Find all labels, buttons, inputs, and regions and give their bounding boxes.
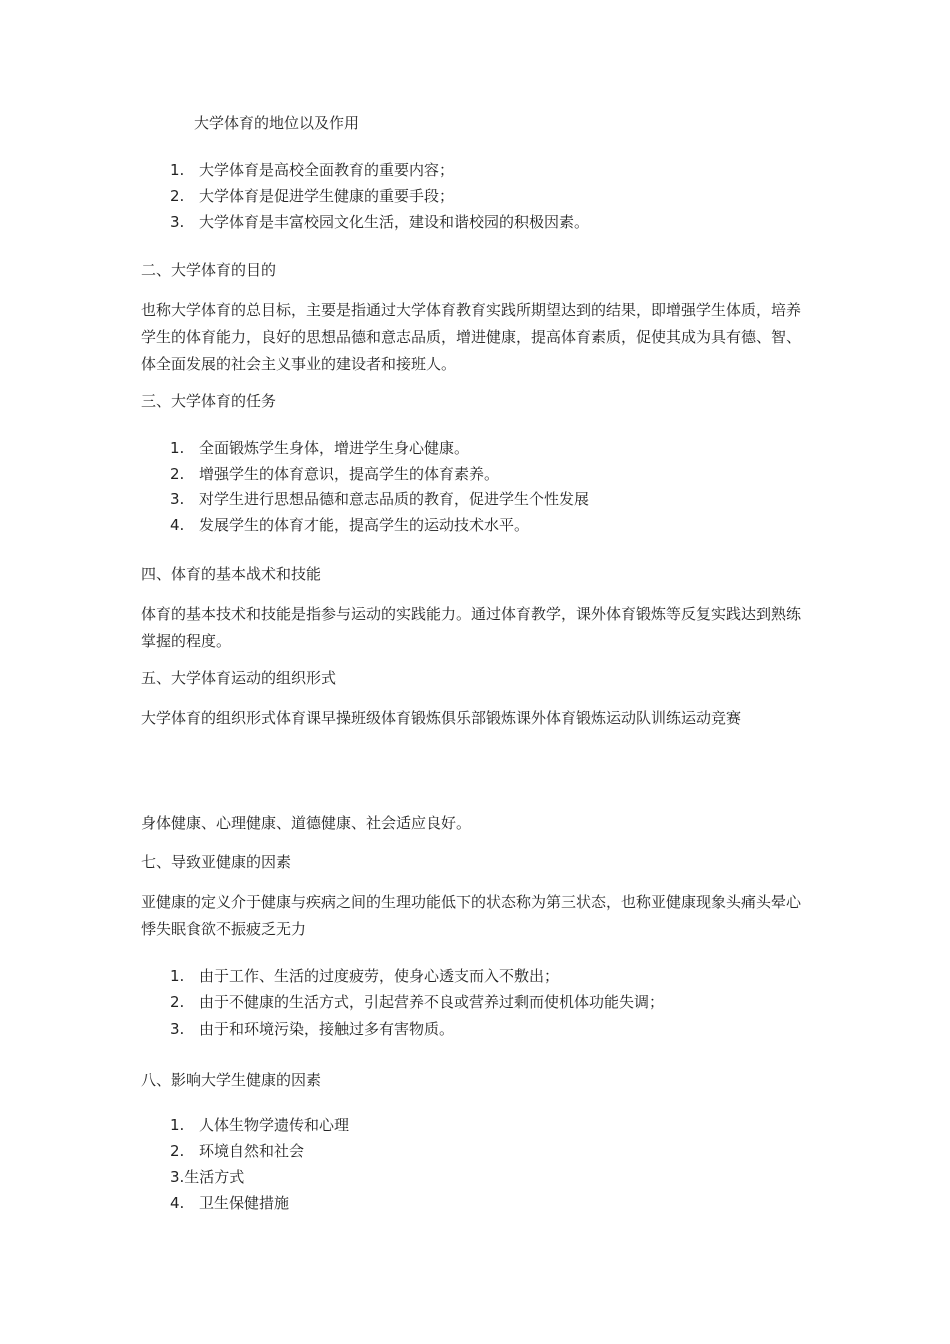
list-number: 4. xyxy=(170,1194,185,1212)
list-text: 由于不健康的生活方式，引起营养不良或营养过剩而使机体功能失调； xyxy=(199,993,665,1011)
section-heading: 七、导致亚健康的因素 xyxy=(141,853,292,871)
list-number: 3. xyxy=(170,1020,185,1038)
list-number: 1. xyxy=(170,161,185,179)
paragraph: 身体健康、心理健康、道德健康、社会适应良好。 xyxy=(141,814,472,832)
list-number: 4. xyxy=(170,516,185,534)
list-text: 人体生物学遗传和心理 xyxy=(199,1116,350,1134)
section-heading: 五、大学体育运动的组织形式 xyxy=(141,669,337,687)
section-heading: 二、大学体育的目的 xyxy=(141,261,277,279)
list-number: 1. xyxy=(170,439,185,457)
list-item xyxy=(170,989,664,1016)
list-number: 2. xyxy=(170,993,185,1011)
list-text: 对学生进行思想品德和意志品质的教育，促进学生个性发展 xyxy=(199,490,590,508)
list-text: 增强学生的体育意识，提高学生的体育素养。 xyxy=(199,465,500,483)
list-text: 发展学生的体育才能，提高学生的运动技术水平。 xyxy=(199,516,530,534)
list-number: 3. xyxy=(170,213,185,231)
list-text: 由于和环境污染，接触过多有害物质。 xyxy=(199,1020,455,1038)
document-title: 大学体育的地位以及作用 xyxy=(194,114,360,132)
list-item xyxy=(170,157,454,184)
list-item xyxy=(170,461,499,488)
paragraph: 亚健康的定义介于健康与疾病之间的生理功能低下的状态称为第三状态，也称亚健康现象头痛头晕心悸失眠食欲不振疲乏无力 xyxy=(141,893,802,938)
list-text: 卫生保健措施 xyxy=(199,1194,290,1212)
list-number: 1. xyxy=(170,967,185,985)
paragraph: 也称大学体育的总目标，主要是指通过大学体育教育实践所期望达到的结果，即增强学生体质，培养学生的体育能力，良好的思想品德和意志品质，增进健康，提高体育素质，促使其成为具有德、智、体全面发展的社会主义事业的建设者和接班人。 xyxy=(141,301,802,373)
list-text: 大学体育是促进学生健康的重要手段； xyxy=(199,187,455,205)
list-number: 2. xyxy=(170,465,185,483)
list-item xyxy=(170,963,559,990)
list-text: 环境自然和社会 xyxy=(199,1142,305,1160)
list-item xyxy=(170,435,469,462)
list-item xyxy=(170,1164,244,1191)
list-item xyxy=(170,1112,349,1139)
list-item xyxy=(170,1016,454,1043)
list-item xyxy=(170,1190,289,1217)
list-item xyxy=(170,183,454,210)
list-item xyxy=(170,486,589,513)
list-number: 2. xyxy=(170,187,185,205)
list-number: 3. xyxy=(170,490,185,508)
paragraph: 大学体育的组织形式体育课早操班级体育锻炼俱乐部锻炼课外体育锻炼运动队训练运动竞赛 xyxy=(141,709,742,727)
list-item xyxy=(170,1138,304,1165)
section-heading: 四、体育的基本战术和技能 xyxy=(141,565,322,583)
list-text: 大学体育是丰富校园文化生活，建设和谐校园的积极因素。 xyxy=(199,213,590,231)
section-heading: 八、影响大学生健康的因素 xyxy=(141,1071,322,1089)
list-number: 2. xyxy=(170,1142,185,1160)
list-text: 大学体育是高校全面教育的重要内容； xyxy=(199,161,455,179)
list-text: 全面锻炼学生身体，增进学生身心健康。 xyxy=(199,439,470,457)
list-text: 由于工作、生活的过度疲劳，使身心透支而入不敷出； xyxy=(199,967,560,985)
list-item xyxy=(170,209,589,236)
section-heading: 三、大学体育的任务 xyxy=(141,392,277,410)
list-item xyxy=(170,512,529,539)
paragraph: 体育的基本技术和技能是指参与运动的实践能力。通过体育教学，课外体育锻炼等反复实践达到熟练掌握的程度。 xyxy=(141,605,802,650)
list-text: 3.生活方式 xyxy=(170,1168,245,1186)
list-number: 1. xyxy=(170,1116,185,1134)
